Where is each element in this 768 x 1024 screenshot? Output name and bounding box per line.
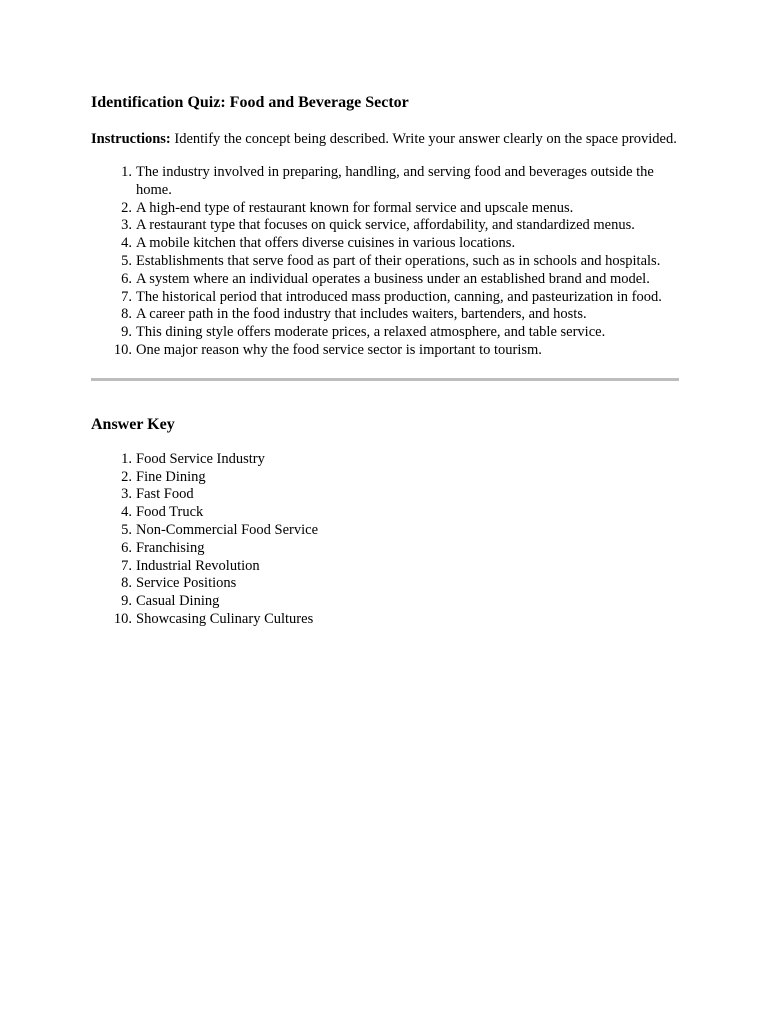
answer-item [91,469,679,487]
question-number: 7. [121,288,132,305]
question-number: 4. [121,235,132,252]
question-list [91,164,679,360]
question-text: The industry involved in preparing, handling, and serving food and beverages outside the home. [136,164,654,198]
instructions-text: Identify the concept being described. Write your answer clearly on the space provided. [170,131,677,147]
answer-number: 10. [113,610,132,627]
answer-item [91,504,679,522]
question-text: A high-end type of restaurant known for formal service and upscale menus. [136,199,574,216]
question-item [91,271,679,289]
answer-item [91,522,679,540]
question-number: 8. [121,306,132,323]
question-number: 5. [121,252,132,269]
section-divider [91,378,679,381]
question-item [91,306,679,324]
question-number: 6. [121,270,132,287]
answer-text: Casual Dining [136,593,220,610]
quiz-title: Identification Quiz: Food and Beverage Sector [91,94,409,111]
answer-item [91,451,679,469]
answer-text: Non-Commercial Food Service [136,521,319,538]
question-number: 10. [113,341,132,358]
question-item [91,164,679,200]
answer-item [91,558,679,576]
answer-item [91,611,679,629]
answer-number: 4. [121,504,132,521]
answer-number: 3. [121,486,132,503]
document-page [91,92,679,629]
question-item [91,289,679,307]
answer-text: Food Service Industry [136,450,265,467]
answer-item [91,575,679,593]
answer-number: 2. [121,468,132,485]
answer-key-title: Answer Key [91,415,175,433]
answer-item [91,540,679,558]
answer-number: 1. [121,450,132,467]
question-item [91,217,679,235]
question-text: A career path in the food industry that includes waiters, bartenders, and hosts. [136,306,587,323]
answer-item [91,486,679,504]
instructions [91,130,679,148]
question-text: A mobile kitchen that offers diverse cuisines in various locations. [136,235,516,252]
question-item [91,200,679,218]
question-text: Establishments that serve food as part of their operations, such as in schools and hospitals. [136,252,661,269]
question-text: A restaurant type that focuses on quick service, affordability, and standardized menus. [136,217,635,234]
answer-number: 9. [121,593,132,610]
question-number: 3. [121,217,132,234]
question-number: 2. [121,199,132,216]
question-number: 1. [121,164,132,180]
question-text: One major reason why the food service sector is important to tourism. [136,341,542,358]
answer-text: Fast Food [136,486,194,503]
answer-text: Food Truck [136,504,204,521]
answer-item [91,593,679,611]
answer-number: 5. [121,521,132,538]
question-text: This dining style offers moderate prices, a relaxed atmosphere, and table service. [136,324,606,341]
instructions-label: Instructions: [91,131,171,147]
answer-text: Showcasing Culinary Cultures [136,610,314,627]
question-item [91,342,679,360]
answer-text: Franchising [136,539,205,556]
question-number: 9. [121,324,132,341]
question-text: A system where an individual operates a business under an established brand and model. [136,270,650,287]
question-item [91,253,679,271]
question-item [91,324,679,342]
answer-number: 8. [121,575,132,592]
answer-text: Industrial Revolution [136,557,260,574]
question-text: The historical period that introduced mass production, canning, and pasteurization in food. [136,288,662,305]
answer-list [91,451,679,629]
answer-number: 6. [121,539,132,556]
answer-text: Fine Dining [136,468,206,485]
question-item [91,235,679,253]
answer-text: Service Positions [136,575,237,592]
answer-number: 7. [121,557,132,574]
